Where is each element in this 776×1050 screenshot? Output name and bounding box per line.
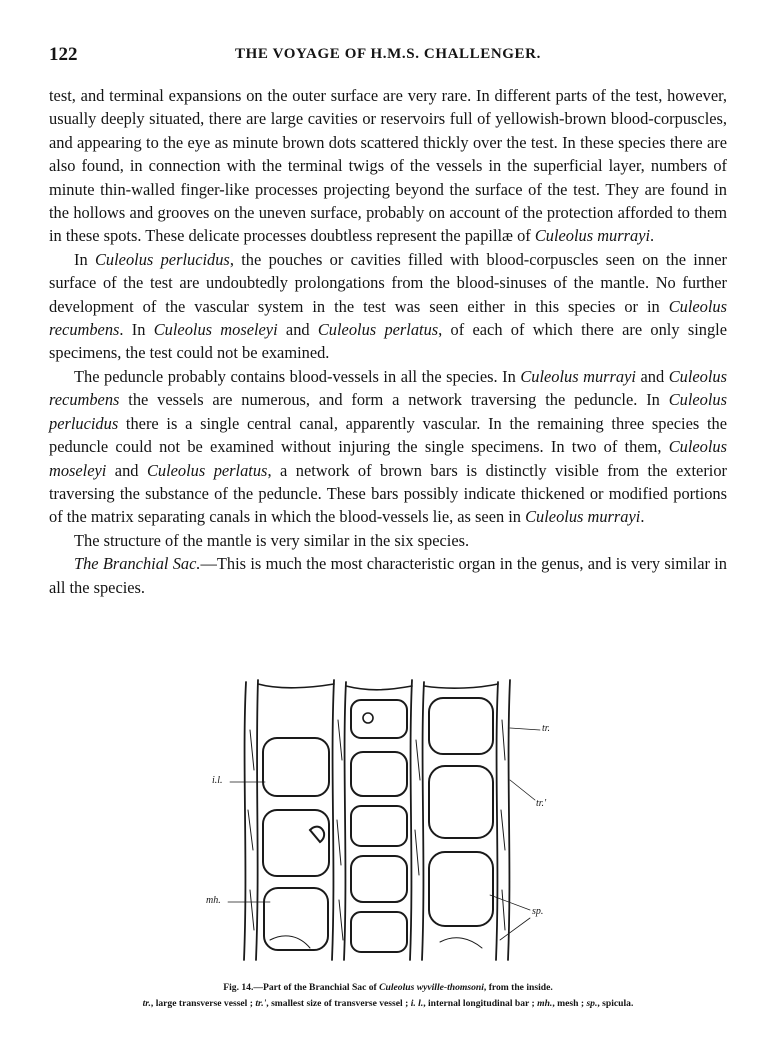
paragraph xyxy=(49,552,727,599)
italic-text: The Branchial Sac. xyxy=(74,554,201,574)
body-text xyxy=(49,84,727,599)
italic-text: mh. xyxy=(537,998,553,1009)
italic-text: sp. xyxy=(586,998,598,1009)
label-tr: tr. xyxy=(542,723,551,734)
label-sp: sp. xyxy=(532,906,544,917)
text-run: . xyxy=(640,507,645,527)
branchial-sac-figure xyxy=(190,660,590,970)
text-run: In xyxy=(74,249,95,269)
text-run: , internal longitudinal bar ; xyxy=(423,998,538,1009)
text-run: , of each of which there are only single specimens, the test could not be examined. xyxy=(49,320,727,363)
text-run: , the pouches or cavities filled with blood-corpuscles seen on the inner surface of the test are undoubtedly prolongations from the blood-sinuses of the mantle. No further development of the vascular system in the test was seen either in this species or in xyxy=(49,249,727,316)
italic-text: Culeolus moseleyi xyxy=(153,320,278,340)
italic-text: Culeolus recumbens xyxy=(49,296,727,340)
text-run: and xyxy=(277,320,318,340)
italic-text: Culeolus perlatus xyxy=(317,320,439,340)
page-header xyxy=(49,44,727,68)
italic-text: Culeolus murrayi xyxy=(520,366,636,386)
text-run: the vessels are numerous, and form a network traversing the peduncle. In xyxy=(119,390,669,410)
paragraph xyxy=(49,248,727,365)
text-run: —This is much the most characteristic organ in the genus, and is very similar in all the species. xyxy=(49,554,727,597)
label-il: i.l. xyxy=(212,775,223,786)
page-number: 122 xyxy=(49,44,78,65)
text-run: The structure of the mantle is very similar in the six species. xyxy=(74,530,470,550)
italic-text: Culeolus wyville-thomsoni xyxy=(379,982,484,993)
label-mh: mh. xyxy=(206,895,221,906)
italic-text: Culeolus recumbens xyxy=(49,366,727,410)
branchial-sac-drawing xyxy=(190,660,590,970)
text-run: , large transverse vessel ; xyxy=(150,998,256,1009)
italic-text: Culeolus perlucidus xyxy=(49,390,727,433)
text-run: there is a single central canal, apparently vascular. In the remaining three species the peduncle could not be examined without injuring the single specimens. In two of them, xyxy=(49,413,727,457)
caption-title xyxy=(40,980,736,996)
italic-text: Culeolus perlucidus xyxy=(95,249,230,269)
italic-text: i. l. xyxy=(410,998,424,1009)
italic-text: Culeolus perlatus xyxy=(146,460,268,480)
text-run: . In xyxy=(119,320,154,340)
text-run: , smallest size of transverse vessel ; xyxy=(266,998,411,1009)
paragraph xyxy=(49,84,727,248)
italic-text: tr. xyxy=(142,998,151,1009)
text-run: , a network of brown bars is distinctly visible from the exterior traversing the substance of the peduncle. These bars possibly indicate thickened or modified portions of the matrix separating canals in which the blood-vessels lie, as seen in xyxy=(49,460,727,527)
text-run: , spicula. xyxy=(597,998,634,1009)
figure-caption xyxy=(40,980,736,1012)
paragraph xyxy=(49,365,727,529)
text-run: The peduncle probably contains blood-vessels in all the species. In xyxy=(74,366,521,386)
italic-text: tr.' xyxy=(255,998,267,1009)
running-title: THE VOYAGE OF H.M.S. CHALLENGER. xyxy=(235,46,541,62)
paragraph xyxy=(49,529,727,552)
label-tr-prime: tr.' xyxy=(536,798,547,809)
italic-text: Culeolus murrayi xyxy=(534,226,651,246)
text-run: and xyxy=(106,460,147,480)
text-run: and xyxy=(635,366,669,386)
italic-text: Culeolus murrayi xyxy=(525,507,641,527)
text-run: . xyxy=(650,226,655,246)
text-run: test, and terminal expansions on the outer surface are very rare. In different parts of the test, however, usually deeply situated, there are large cavities or reservoirs full of yellowish-brown blood-corpuscles, and appearing to the eye as minute brown dots scattered thickly over the test. In these species there are also found, in connection with the terminal twigs of the vessels in the superficial layer, numbers of minute thin-walled finger-like processes projecting beyond the surface of the test. They are found in the hollows and grooves on the uneven surface, probably on account of the protection afforded to them in these spots. These delicate processes doubtless represent the papillæ of xyxy=(49,86,727,246)
italic-text: Culeolus moseleyi xyxy=(49,437,727,480)
text-run: , from the inside. xyxy=(483,982,553,993)
text-run: Fig. 14.—Part of the Branchial Sac of xyxy=(223,982,380,993)
caption-legend xyxy=(40,996,736,1012)
text-run: , mesh ; xyxy=(552,998,587,1009)
